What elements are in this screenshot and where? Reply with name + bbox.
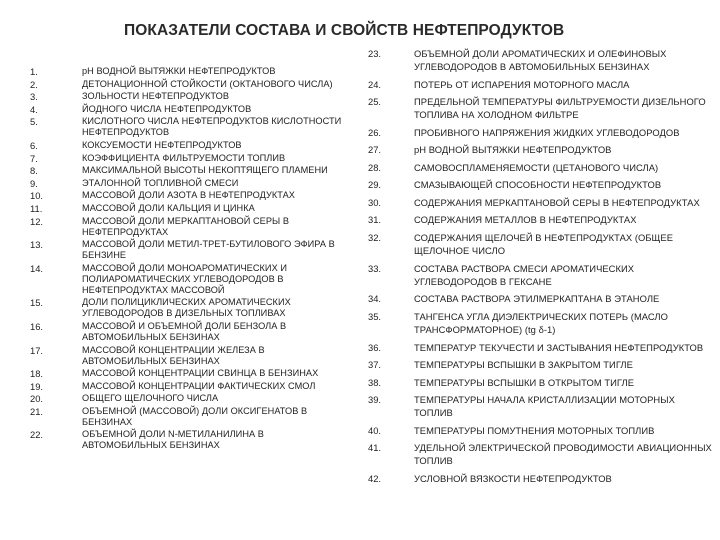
item-number: 17.	[30, 344, 44, 356]
list-item	[30, 91, 345, 102]
item-text: ОБЩЕГО ЩЕЛОЧНОГО ЧИСЛА	[82, 393, 219, 404]
item-number: 25.	[368, 96, 382, 108]
item-number: 32.	[368, 231, 382, 243]
item-number: 28.	[368, 161, 382, 173]
item-number: 2.	[30, 78, 38, 90]
item-text: МАССОВОЙ КОНЦЕНТРАЦИИ СВИНЦА В БЕНЗИНАХ	[82, 368, 319, 379]
item-text: МАССОВОЙ КОНЦЕНТРАЦИИ ЖЕЛЕЗА В АВТОМОБИЛЬНЫХ БЕНЗИНАХ	[82, 344, 265, 366]
item-number: 31.	[368, 214, 382, 226]
item-text: МАССОВОЙ ДОЛИ АЗОТА В НЕФТЕПРОДУКТАХ	[82, 190, 295, 201]
item-text: СОДЕРЖАНИЯ МЕРКАПТАНОВОЙ СЕРЫ В НЕФТЕПРОДУКТАХ	[414, 196, 700, 208]
item-number: 41.	[368, 442, 382, 454]
item-text: ТЕМПЕРАТУРЫ ПОМУТНЕНИЯ МОТОРНЫХ ТОПЛИВ	[414, 424, 655, 436]
list-item	[368, 424, 713, 437]
item-text: СОДЕРЖАНИЯ ЩЕЛОЧЕЙ В НЕФТЕПРОДУКТАХ (ОБЩЕЕ ЩЕЛОЧНОЕ ЧИСЛО	[414, 231, 674, 257]
list-item	[30, 297, 345, 319]
item-number: 4.	[30, 103, 38, 115]
item-number: 11.	[30, 202, 43, 214]
item-number: 1.	[30, 66, 38, 77]
list-item	[368, 178, 713, 191]
item-text: КИСЛОТНОГО ЧИСЛА НЕФТЕПРОДУКТОВ КИСЛОТНОСТИ НЕФТЕПРОДУКТОВ	[82, 116, 342, 138]
item-number: 35.	[368, 310, 382, 322]
item-text: МАССОВОЙ И ОБЪЕМНОЙ ДОЛИ БЕНЗОЛА В АВТОМОБИЛЬНЫХ БЕНЗИНАХ	[82, 320, 287, 342]
item-text: КОЭФФИЦИЕНТА ФИЛЬТРУЕМОСТИ ТОПЛИВ	[82, 152, 286, 163]
item-text: МАССОВОЙ ДОЛИ КАЛЬЦИЯ И ЦИНКА	[82, 202, 255, 213]
list-item	[30, 381, 345, 392]
list-item	[30, 104, 345, 115]
item-number: 24.	[368, 78, 382, 90]
list-item	[368, 393, 713, 419]
item-text: ОБЪЕМНОЙ ДОЛИ N-МЕТИЛАНИЛИНА В АВТОМОБИЛЬНЫХ БЕНЗИНАХ	[82, 429, 264, 451]
list-item	[368, 143, 713, 156]
list-item	[368, 161, 713, 174]
item-text: pH ВОДНОЙ ВЫТЯЖКИ НЕФТЕПРОДУКТОВ	[414, 144, 612, 156]
list-item	[30, 165, 345, 176]
item-number: 14.	[30, 262, 44, 274]
list-item	[30, 239, 345, 261]
item-number: 16.	[30, 320, 44, 332]
item-number: 19.	[30, 380, 44, 392]
item-text: СМАЗЫВАЮЩЕЙ СПОСОБНОСТИ НЕФТЕПРОДУКТОВ	[414, 179, 662, 191]
item-number: 42.	[368, 472, 382, 484]
item-number: 20.	[30, 393, 44, 405]
item-number: 6.	[30, 139, 38, 151]
item-text: ТЕМПЕРАТУР ТЕКУЧЕСТИ И ЗАСТЫВАНИЯ НЕФТЕПРОДУКТОВ	[414, 341, 704, 353]
item-text: УДЕЛЬНОЙ ЭЛЕКТРИЧЕСКОЙ ПРОВОДИМОСТИ АВИАЦИОННЫХ ТОПЛИВ	[414, 442, 712, 467]
list-item	[368, 47, 713, 73]
item-text: СОДЕРЖАНИЯ МЕТАЛЛОВ В НЕФТЕПРОДУКТАХ	[414, 214, 637, 226]
item-number: 26.	[368, 126, 382, 138]
item-text: ПОТЕРЬ ОТ ИСПАРЕНИЯ МОТОРНОГО МАСЛА	[414, 78, 630, 90]
item-number: 18.	[30, 368, 44, 380]
item-text: ЗОЛЬНОСТИ НЕФТЕПРОДУКТОВ	[82, 91, 230, 102]
item-number: 22.	[30, 429, 44, 441]
list-item	[368, 292, 713, 305]
item-number: 10.	[30, 190, 44, 202]
item-number: 40.	[368, 424, 382, 436]
list-item	[30, 263, 345, 296]
list-item	[30, 393, 345, 404]
list-item	[368, 358, 713, 371]
item-number: 15.	[30, 297, 44, 309]
item-text: ТАНГЕНСА УГЛА ДИЭЛЕКТРИЧЕСКИХ ПОТЕРЬ (МАСЛО ТРАНСФОРМАТОРНОЕ) (tg δ-1)	[414, 310, 668, 336]
list-item	[30, 140, 345, 151]
item-text: МАССОВОЙ ДОЛИ МОНОАРОМАТИЧЕСКИХ И ПОЛИАРОМАТИЧЕСКИХ УГЛЕВОДОРОДОВ В НЕФТЕПРОДУКТАХ МАССОВОЙ	[82, 262, 288, 295]
list-item	[30, 406, 345, 428]
list-item	[368, 196, 713, 209]
item-text: ОБЪЕМНОЙ ДОЛИ АРОМАТИЧЕСКИХ И ОЛЕФИНОВЫХ УГЛЕВОДОРОДОВ В АВТОМОБИЛЬНЫХ БЕНЗИНАХ	[414, 48, 667, 73]
list-item	[368, 341, 713, 354]
item-number: 37.	[368, 359, 382, 371]
item-number: 5.	[30, 116, 38, 128]
item-text: МАССОВОЙ ДОЛИ МЕРКАПТАНОВОЙ СЕРЫ В НЕФТЕПРОДУКТАХ	[82, 215, 290, 237]
list-item	[30, 178, 345, 189]
item-number: 13.	[30, 239, 44, 251]
item-text: СОСТАВА РАСТВОРА ЭТИЛМЕРКАПТАНА В ЭТАНОЛЕ	[414, 293, 660, 305]
item-number: 38.	[368, 376, 382, 388]
list-item	[368, 310, 713, 336]
list-item	[30, 345, 345, 367]
item-text: ЭТАЛОННОЙ ТОПЛИВНОЙ СМЕСИ	[82, 177, 239, 188]
list-item	[368, 376, 713, 389]
left-list	[30, 66, 345, 453]
item-text: ДОЛИ ПОЛИЦИКЛИЧЕСКИХ АРОМАТИЧЕСКИХ УГЛЕВОДОРОДОВ В ДИЗЕЛЬНЫХ ТОПЛИВАХ	[82, 297, 291, 319]
list-item	[368, 262, 713, 288]
item-number: 29.	[368, 179, 382, 191]
item-number: 9.	[30, 177, 38, 189]
item-number: 39.	[368, 394, 382, 406]
item-number: 7.	[30, 152, 38, 164]
list-item	[30, 203, 345, 214]
list-item	[30, 79, 345, 90]
list-item	[30, 190, 345, 201]
item-number: 36.	[368, 341, 382, 353]
list-item	[368, 126, 713, 139]
page-title: ПОКАЗАТЕЛИ СОСТАВА И СВОЙСТВ НЕФТЕПРОДУКТОВ	[124, 22, 565, 39]
item-number: 30.	[368, 196, 382, 208]
item-text: ТЕМПЕРАТУРЫ ВСПЫШКИ В ОТКРЫТОМ ТИГЛЕ	[414, 376, 635, 388]
list-item	[30, 153, 345, 164]
list-item	[368, 213, 713, 226]
list-item	[368, 231, 713, 257]
list-item	[368, 78, 713, 91]
list-item	[368, 95, 713, 121]
item-text: ТЕМПЕРАТУРЫ ВСПЫШКИ В ЗАКРЫТОМ ТИГЛЕ	[414, 359, 633, 371]
item-text: МАССОВОЙ ДОЛИ МЕТИЛ-ТРЕТ-БУТИЛОВОГО ЭФИРА В БЕНЗИНЕ	[82, 239, 335, 261]
right-list	[368, 47, 713, 489]
item-text: МАССОВОЙ КОНЦЕНТРАЦИИ ФАКТИЧЕСКИХ СМОЛ	[82, 380, 316, 391]
list-item	[368, 441, 713, 467]
list-item	[30, 116, 345, 138]
item-text: pH ВОДНОЙ ВЫТЯЖКИ НЕФТЕПРОДУКТОВ	[82, 66, 276, 76]
item-number: 12.	[30, 215, 44, 227]
item-text: ПРЕДЕЛЬНОЙ ТЕМПЕРАТУРЫ ФИЛЬТРУЕМОСТИ ДИЗЕЛЬНОГО ТОПЛИВА НА ХОЛОДНОМ ФИЛЬТРЕ	[414, 96, 706, 121]
item-number: 27.	[368, 144, 382, 156]
list-item	[368, 472, 713, 485]
item-text: СОСТАВА РАСТВОРА СМЕСИ АРОМАТИЧЕСКИХ УГЛЕВОДОРОДОВ В ГЕКСАНЕ	[414, 262, 635, 287]
item-text: ТЕМПЕРАТУРЫ НАЧАЛА КРИСТАЛЛИЗАЦИИ МОТОРНЫХ ТОПЛИВ	[414, 394, 675, 419]
list-item	[30, 66, 345, 77]
item-number: 3.	[30, 91, 38, 103]
item-number: 21.	[30, 405, 44, 417]
item-number: 23.	[368, 48, 382, 59]
list-item	[30, 368, 345, 379]
item-text: МАКСИМАЛЬНОЙ ВЫСОТЫ НЕКОПТЯЩЕГО ПЛАМЕНИ	[82, 165, 328, 176]
item-text: КОКСУЕМОСТИ НЕФТЕПРОДУКТОВ	[82, 139, 242, 150]
item-number: 33.	[368, 262, 382, 274]
item-number: 34.	[368, 293, 382, 305]
list-item	[30, 216, 345, 238]
item-number: 8.	[30, 165, 38, 177]
item-text: САМОВОСПЛАМЕНЯЕМОСТИ (ЦЕТАНОВОГО ЧИСЛА)	[414, 161, 659, 173]
item-text: ОБЪЕМНОЙ (МАССОВОЙ) ДОЛИ ОКСИГЕНАТОВ В БЕНЗИНАХ	[82, 405, 308, 427]
item-text: УСЛОВНОЙ ВЯЗКОСТИ НЕФТЕПРОДУКТОВ	[414, 472, 612, 484]
list-item	[30, 429, 345, 451]
item-text: ЙОДНОГО ЧИСЛА НЕФТЕПРОДУКТОВ	[82, 103, 252, 114]
item-text: ПРОБИВНОГО НАПРЯЖЕНИЯ ЖИДКИХ УГЛЕВОДОРОДОВ	[414, 126, 680, 138]
list-item	[30, 321, 345, 343]
item-text: ДЕТОНАЦИОННОЙ СТОЙКОСТИ (ОКТАНОВОГО ЧИСЛА)	[82, 78, 333, 89]
